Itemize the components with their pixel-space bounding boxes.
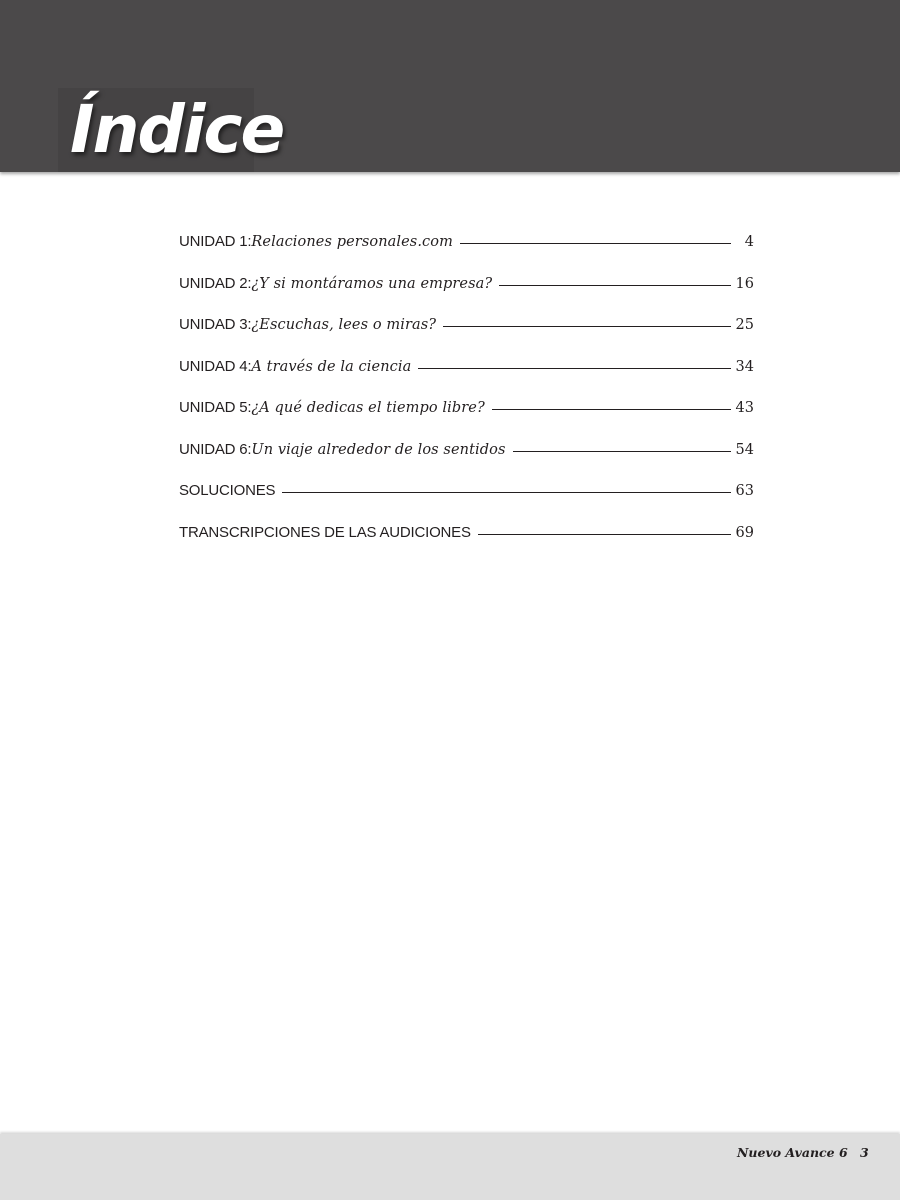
- table-of-contents: [179, 230, 754, 562]
- toc-entry-unit-4[interactable]: [179, 355, 754, 397]
- toc-entry-unit-3[interactable]: [179, 313, 754, 355]
- toc-leader-line: [443, 326, 730, 327]
- toc-entry-label: UNIDAD 1:: [179, 233, 252, 250]
- toc-entry-page: 34: [735, 358, 754, 375]
- footer-page-number: 3: [860, 1145, 869, 1160]
- toc-entry-title: ¿Y si montáramos una empresa?: [251, 275, 493, 292]
- toc-entry-label: TRANSCRIPCIONES DE LAS AUDICIONES: [179, 523, 471, 541]
- toc-entry-label: UNIDAD 2:: [179, 274, 252, 292]
- toc-leader-line: [513, 451, 731, 452]
- toc-entry-label: UNIDAD 6:: [179, 440, 252, 458]
- page-title: Índice: [70, 91, 284, 168]
- toc-entry-transcripciones[interactable]: [179, 521, 754, 563]
- toc-leader-line: [460, 243, 731, 244]
- toc-leader-line: [478, 534, 731, 535]
- toc-entry-page: 43: [735, 400, 754, 416]
- toc-entry-unit-2[interactable]: [179, 272, 754, 314]
- toc-entry-page: 69: [735, 524, 754, 541]
- toc-entry-page: 54: [735, 441, 754, 458]
- toc-entry-page: 25: [735, 317, 754, 333]
- toc-entry-unit-1[interactable]: [179, 230, 754, 272]
- toc-entry-label: SOLUCIONES: [179, 482, 276, 499]
- toc-entry-label: UNIDAD 4:: [179, 357, 252, 375]
- toc-entry-page: 4: [744, 234, 754, 250]
- toc-leader-line: [418, 368, 730, 369]
- toc-entry-title: A través de la ciencia: [251, 358, 412, 375]
- toc-entry-title: ¿A qué dedicas el tiempo libre?: [251, 400, 485, 416]
- toc-leader-line: [492, 409, 731, 410]
- toc-leader-line: [282, 492, 730, 493]
- toc-entry-unit-5[interactable]: [179, 396, 754, 438]
- toc-entry-label: UNIDAD 3:: [179, 316, 252, 333]
- toc-entry-page: 16: [735, 275, 754, 292]
- toc-entry-soluciones[interactable]: [179, 479, 754, 521]
- toc-leader-line: [499, 285, 730, 286]
- toc-entry-unit-6[interactable]: [179, 438, 754, 480]
- footer-book-title: Nuevo Avance 6: [737, 1145, 848, 1160]
- toc-entry-title: Un viaje alrededor de los sentidos: [251, 441, 506, 458]
- toc-entry-label: UNIDAD 5:: [179, 399, 252, 416]
- toc-entry-page: 63: [735, 483, 754, 499]
- toc-entry-title: Relaciones personales.com: [251, 234, 453, 250]
- toc-entry-title: ¿Escuchas, lees o miras?: [251, 317, 437, 333]
